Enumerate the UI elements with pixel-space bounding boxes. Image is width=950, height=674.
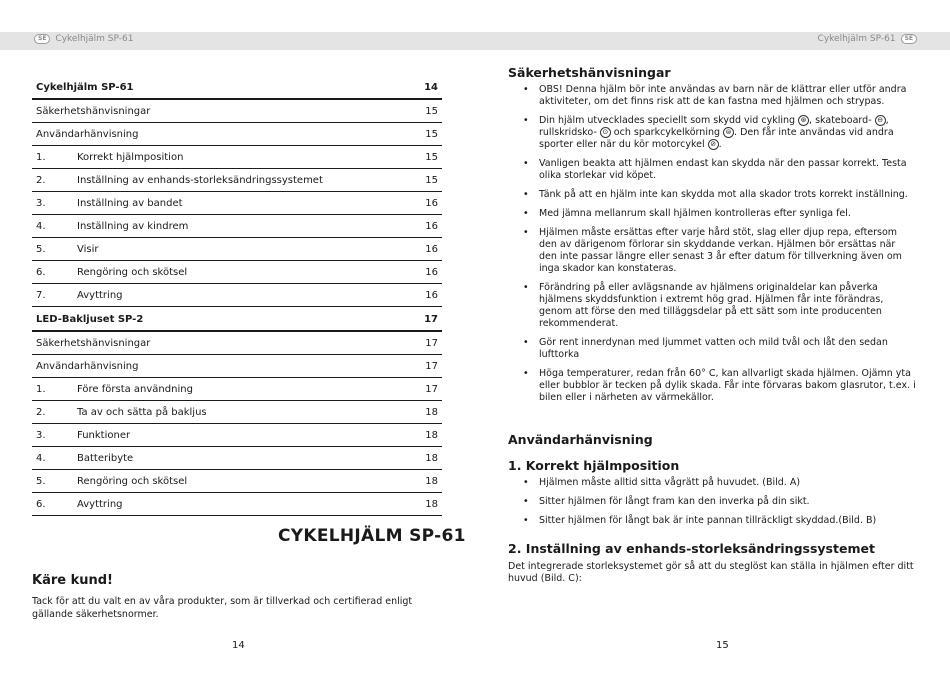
toc-helmet: [32, 78, 442, 307]
toc-page: 15: [425, 106, 438, 117]
toc-label: Avyttring: [77, 290, 123, 301]
toc-number: 3.: [36, 430, 46, 441]
list-item: [508, 515, 916, 527]
toc-page: 18: [425, 476, 438, 487]
header-right: [818, 34, 917, 44]
bullet-icon: •: [523, 515, 529, 526]
toc-number: 4.: [36, 453, 46, 464]
toc-number: 4.: [36, 221, 46, 232]
language-badge: SE: [901, 34, 917, 44]
toc-label: Användarhänvisning: [36, 129, 139, 140]
bicycle-icon: ⊛: [798, 115, 809, 126]
list-item: [508, 158, 916, 182]
toc-page: 16: [425, 267, 438, 278]
toc-row[interactable]: [32, 261, 442, 284]
list-item: [508, 477, 916, 489]
toc-row[interactable]: [32, 424, 442, 447]
toc-number: 1.: [36, 152, 46, 163]
list-item-text: Med jämna mellanrum skall hjälmen kontrolleras efter synliga fel.: [539, 208, 851, 219]
list-item: [508, 282, 916, 330]
toc-section-page: 17: [424, 314, 438, 325]
list-item: [508, 337, 916, 361]
toc-row[interactable]: [32, 284, 442, 307]
safety-section: [508, 65, 916, 404]
toc-label: Inställning av bandet: [77, 198, 183, 209]
header-left: [34, 34, 133, 44]
bullet-icon: •: [523, 158, 529, 169]
toc-section-title: Cykelhjälm SP-61: [36, 82, 134, 93]
list-item-text: och sparkcykelkörning: [610, 127, 724, 138]
motorcycle-icon: ⊘: [708, 139, 719, 150]
toc-section-heading[interactable]: [32, 78, 442, 100]
list-item: [508, 208, 916, 220]
toc-label: Användarhänvisning: [36, 361, 139, 372]
list-item-text: Sitter hjälmen för långt fram kan den inverka på din sikt.: [539, 496, 810, 507]
toc-row[interactable]: [32, 169, 442, 192]
toc-label: Säkerhetshänvisningar: [36, 338, 151, 349]
list-item-text: .: [718, 139, 722, 150]
toc-label: Inställning av kindrem: [77, 221, 189, 232]
toc-page: 18: [425, 453, 438, 464]
list-item-text: Höga temperaturer, redan från 60° C, kan allvarligt skada hjälmen. Ojämn yta eller bubblor är tecken på dylik skada. Får inte förvaras bakom glasrutor, t.ex. i bilen eller i närheten av värmekällor.: [539, 368, 916, 403]
usage-section: [508, 432, 916, 585]
toc-page: 16: [425, 290, 438, 301]
toc-label: Avyttring: [77, 499, 123, 510]
bullet-icon: •: [523, 84, 529, 95]
toc-number: 3.: [36, 198, 46, 209]
list-item-text: Tänk på att en hjälm inte kan skydda mot alla skador trots korrekt inställning.: [539, 189, 908, 200]
toc-page: 17: [425, 361, 438, 372]
list-item: [508, 115, 916, 151]
toc-label: Ta av och sätta på bakljus: [77, 407, 207, 418]
bullet-icon: •: [523, 208, 529, 219]
toc-section-page: 14: [424, 82, 438, 93]
toc-number: 7.: [36, 290, 46, 301]
list-item-text: , skateboard-: [809, 115, 875, 126]
bullet-icon: •: [523, 477, 529, 488]
page-number-right: 15: [716, 640, 729, 651]
toc-row[interactable]: [32, 192, 442, 215]
list-item-text: , rullskridsko-: [539, 115, 889, 138]
scooter-icon: ⊜: [723, 127, 734, 138]
list-item: [508, 368, 916, 404]
bullet-icon: •: [523, 189, 529, 200]
list-item-text: Vanligen beakta att hjälmen endast kan skydda när den passar korrekt. Testa olika storlekar vid köpet.: [539, 158, 907, 181]
bullet-icon: •: [523, 227, 529, 238]
page-number-left: 14: [232, 640, 245, 651]
header-title-left: Cykelhjälm SP-61: [55, 34, 134, 44]
list-item-text: Din hjälm utvecklades speciellt som skydd vid cykling: [539, 115, 799, 126]
list-item-text: Hjälmen måste alltid sitta vågrätt på huvudet. (Bild. A): [539, 477, 801, 488]
toc-row[interactable]: [32, 401, 442, 424]
toc-number: 1.: [36, 384, 46, 395]
section1-list: [508, 477, 916, 527]
list-item: [508, 189, 916, 201]
toc-page: 18: [425, 499, 438, 510]
toc-label: Säkerhetshänvisningar: [36, 106, 151, 117]
toc-number: 5.: [36, 476, 46, 487]
toc-label: Korrekt hjälmposition: [77, 152, 184, 163]
toc-label: Rengöring och skötsel: [77, 267, 188, 278]
section2-heading: 2. Inställning av enhands-storleksändringssystemet: [508, 541, 875, 556]
toc-number: 2.: [36, 407, 46, 418]
rollerskate-icon: ⊙: [600, 127, 611, 138]
toc-row[interactable]: [32, 493, 442, 516]
bullet-icon: •: [523, 496, 529, 507]
list-item: [508, 84, 916, 108]
toc-page: 17: [425, 384, 438, 395]
toc-row[interactable]: [32, 146, 442, 169]
toc-number: 6.: [36, 267, 46, 278]
list-item-text: . Den får inte användas vid andra sporter eller när du kör motorcykel: [539, 127, 894, 150]
section2-text: Det integrerade storleksystemet gör så att du steglöst kan ställa in hjälmen efter ditt huvud (Bild. C):: [508, 561, 914, 584]
toc-row[interactable]: [32, 378, 442, 401]
toc-section-title: LED-Bakljuset SP-2: [36, 314, 144, 325]
list-item-text: Sitter hjälmen för långt bak är inte pannan tillräckligt skyddad.(Bild. B): [539, 515, 877, 526]
toc-page: 15: [425, 152, 438, 163]
toc-label: Inställning av enhands-storleksändringssystemet: [77, 175, 323, 186]
toc-page: 16: [425, 244, 438, 255]
toc-section-heading[interactable]: [32, 310, 442, 332]
list-item-text: Hjälmen måste ersättas efter varje hård stöt, slag eller djup repa, eftersom den av därigenom förlorar sin skyddande verkan. Hjälmen bör ersättas när den inte passar längre eller senast 3 år efter datum för tillverkning även om inga skador kan konstateras.: [539, 227, 902, 274]
greeting-text: Tack för att du valt en av våra produkter, som är tillverkad och certifierad enligt gällande säkerhetsnormer.: [32, 596, 413, 620]
list-item-text: Förändring på eller avlägsnande av hjälmens originaldelar kan påverka hjälmens skyddsfunktion i extremt hög grad. Hjälmen får inte förändras, genom att förse den med tilläggsdelar på ett sätt som inte producenten rekommenderat.: [539, 282, 884, 329]
toc-page: 16: [425, 198, 438, 209]
toc-label: Funktioner: [77, 430, 131, 441]
list-item-text: Gör rent innerdynan med ljummet vatten och mild tvål och låt den sedan lufttorka: [539, 337, 888, 360]
toc-number: 2.: [36, 175, 46, 186]
toc-number: 5.: [36, 244, 46, 255]
bullet-icon: •: [523, 337, 529, 348]
safety-heading: Säkerhetshänvisningar: [508, 65, 671, 80]
header-title-right: Cykelhjälm SP-61: [817, 34, 896, 44]
skateboard-icon: ⊖: [875, 115, 886, 126]
toc-number: 6.: [36, 499, 46, 510]
toc-label: Batteribyte: [77, 453, 134, 464]
page-title: CYKELHJÄLM SP-61: [278, 526, 466, 546]
header-bar: [0, 32, 950, 50]
list-item: [508, 496, 916, 508]
toc-row[interactable]: [32, 447, 442, 470]
toc-row[interactable]: [32, 100, 442, 123]
bullet-icon: •: [523, 368, 529, 379]
bullet-icon: •: [523, 282, 529, 293]
language-badge: SE: [34, 34, 50, 44]
toc-taillight: [32, 310, 442, 516]
list-item-text: OBS! Denna hjälm bör inte användas av barn när de klättrar eller utför andra aktiviteter, om det finns risk att de kan fastna med hjälmen och strypas.: [539, 84, 907, 107]
toc-label: Visir: [77, 244, 99, 255]
toc-row[interactable]: [32, 123, 442, 146]
toc-page: 17: [425, 338, 438, 349]
toc-page: 18: [425, 430, 438, 441]
toc-page: 18: [425, 407, 438, 418]
safety-list: [508, 84, 916, 404]
list-item: [508, 227, 916, 275]
toc-row[interactable]: [32, 332, 442, 355]
toc-row[interactable]: [32, 470, 442, 493]
greeting-heading: Käre kund!: [32, 573, 113, 588]
usage-heading: Användarhänvisning: [508, 432, 653, 447]
bullet-icon: •: [523, 115, 529, 126]
toc-label: Före första användning: [77, 384, 193, 395]
toc-row[interactable]: [32, 215, 442, 238]
toc-label: Rengöring och skötsel: [77, 476, 188, 487]
toc-row[interactable]: [32, 355, 442, 378]
toc-page: 15: [425, 175, 438, 186]
toc-page: 15: [425, 129, 438, 140]
toc-page: 16: [425, 221, 438, 232]
toc-row[interactable]: [32, 238, 442, 261]
section1-heading: 1. Korrekt hjälmposition: [508, 458, 680, 473]
